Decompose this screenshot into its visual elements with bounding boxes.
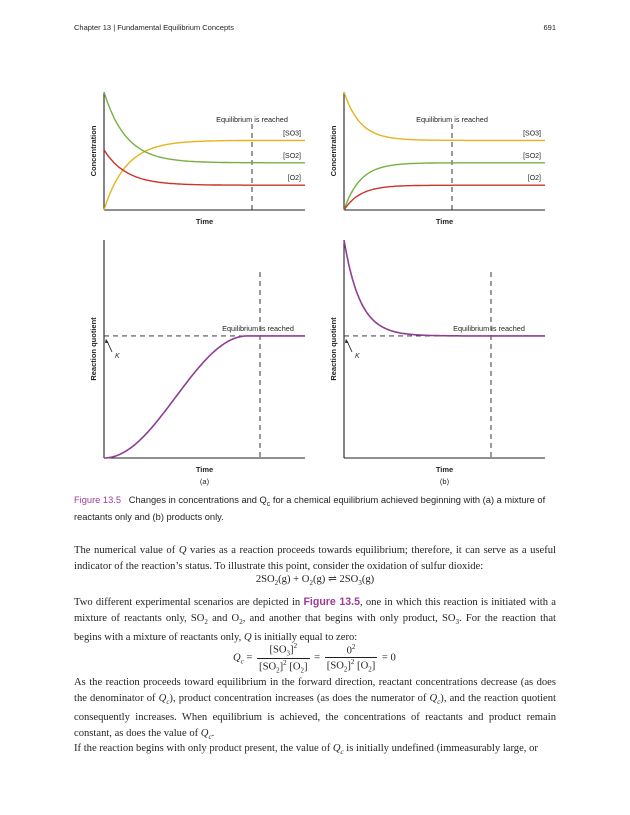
q-curve-3 (344, 240, 545, 336)
p4-text-b: is initially undefined (immeasurably large, or (343, 743, 538, 754)
paragraph-1 (74, 543, 556, 575)
eq1-so2: 2SO (255, 574, 275, 585)
k-label-2: K (115, 352, 120, 360)
series-label-1-2: [O2] (527, 175, 541, 183)
series-line-0-2 (104, 150, 305, 185)
p2-text-b: , one in which this reaction is initiated with a mixture of reactants only, SO (74, 597, 556, 624)
eq1-g1: (g) (278, 574, 291, 585)
p2-text-d: , and another that begins with only product, SO (242, 613, 456, 624)
series-line-1-1 (344, 163, 545, 210)
p1-text-b: varies as a reaction proceeds towards equilibrium; therefore, it can serve as a useful indicator of the reaction’s status. To illustrate this point, consider the oxidation of sulfur dioxide: (74, 545, 557, 572)
p1-text-a: The numerical value of (74, 545, 179, 556)
equilibrium-annotation-0: Equilibrium is reached (216, 115, 288, 124)
eq2-result: = 0 (379, 652, 396, 664)
paragraph-4: If the reaction begins with only product present, the value of $Q_c$ is initially undefined (immeasurably large, or (74, 743, 538, 757)
y-axis-label-2: Reaction quotient (89, 317, 98, 381)
p2-text-e: . For the reaction that begins with a mixture of reactants only, (74, 613, 556, 644)
oxidation-equation: $2SO_2(g) + O_2(g)$ ⇌ $2SO_3(g)$ (255, 574, 375, 588)
p2-text-f: is initially equal to zero: (251, 632, 358, 644)
x-axis-label-1: Time (435, 217, 454, 226)
p2-text-a: Two different experimental scenarios are depicted in (74, 597, 304, 608)
eq2-q: Q (233, 652, 241, 664)
series-line-0-1 (104, 92, 305, 163)
series-line-0-0 (104, 140, 305, 210)
series-label-0-1: [SO2] (283, 152, 301, 160)
p3-text-c: ), and the reaction quotient consequently increases. When equilibrium is achieved, the concentrations of reactants and product remain constant, as does the value of (74, 693, 556, 740)
caption-sub: c (266, 500, 271, 508)
p2-q: Q (243, 632, 252, 644)
series-label-1-0: [SO3] (523, 130, 541, 138)
p3-text-b: ), product concentration increases (as does the numerator of (169, 693, 430, 704)
p3-text-d: . (211, 728, 215, 740)
page-number: 691 (543, 23, 556, 32)
eq1-o2: + O (290, 574, 310, 585)
y-axis-label-3: Reaction quotient (329, 317, 338, 381)
figure-caption (74, 494, 556, 524)
paragraph-3: As the reaction proceeds toward equilibrium in the forward direction, reactant concentrations decrease (as does the denominator of $Q_c$), product concentration increases (as does the numerator of $Q_c$), and the reaction quotient consequently increases. When equilibrium is achieved, the concentrations of reactants and product remain constant, as does the value of $Q_c$. (74, 677, 556, 742)
p4-text-a: If the reaction begins with only product present, the value of (74, 743, 333, 754)
qc-equation: $Q_c$ = $\frac{[SO_3]^2}{[SO_2]^2 [O_2]}$ = $\frac{0^2}{[SO_2]^2 [O_2]}$ = 0 (233, 642, 396, 675)
x-axis-label-3: Time (435, 465, 454, 474)
p3-text-a: As the reaction proceeds toward equilibrium in the forward direction, reactant concentrations decrease (as does the denominator of (74, 677, 556, 704)
series-label-1-1: [SO2] (523, 152, 541, 160)
p1-q: Q (178, 545, 187, 556)
eq2-frac-2: $\frac{0^2}{[SO_2]^2 [O_2]}$ (326, 643, 376, 674)
k-arrowhead-2 (105, 339, 109, 343)
y-axis-label-0: Concentration (89, 125, 98, 177)
k-arrowhead-3 (345, 339, 349, 343)
eq2-num2: 0 (346, 645, 352, 657)
eq2-den1: [SO (259, 661, 277, 673)
panel-label-a: (a) (199, 477, 210, 486)
eq2-frac-1: $\frac{[SO_3]^2}{[SO_2]^2 [O_2]}$ (259, 642, 308, 675)
series-line-1-2 (344, 185, 545, 210)
panel-label-b: (b) (439, 477, 450, 486)
caption-label: Figure 13.5 (74, 495, 122, 505)
series-label-0-2: [O2] (287, 175, 301, 183)
figure-reference-link[interactable]: Figure 13.5 (303, 596, 360, 608)
y-axis-label-1: Concentration (329, 125, 338, 177)
p2-text-c: and O (207, 613, 240, 624)
eq2-num1: [SO (269, 644, 287, 656)
caption-text-1: Changes in concentrations and Q (128, 495, 267, 505)
eq1-g3: (g) (361, 574, 375, 585)
x-axis-label-0: Time (195, 217, 214, 226)
q-curve-2 (104, 336, 305, 458)
equilibrium-annotation-3: Equilibrium is reached (453, 323, 525, 333)
caption-text-2: for a chemical equilibrium achieved beginning with (a) a mixture of reactants only and (b) products only. (74, 495, 546, 522)
equilibrium-annotation-1: Equilibrium is reached (416, 115, 488, 124)
paragraph-2: Two different experimental scenarios are depicted in Figure 13.5, one in which this reaction is initiated with a mixture of reactants only, $SO_2$ and $O_2$, and another that begins with only product, $SO_3$. For the reaction that begins with a mixture of reactants only, Q is initially equal to zero: (74, 596, 556, 644)
eq1-g2: (g) (312, 574, 326, 585)
equilibrium-annotation-2: Equilibrium is reached (222, 323, 294, 333)
k-label-3: K (355, 352, 360, 360)
eq1-arrow: ⇌ 2SO (325, 574, 359, 585)
x-axis-label-2: Time (195, 465, 214, 474)
series-label-0-0: [SO3] (283, 130, 301, 138)
chapter-header: Chapter 13 | Fundamental Equilibrium Concepts (74, 23, 234, 32)
